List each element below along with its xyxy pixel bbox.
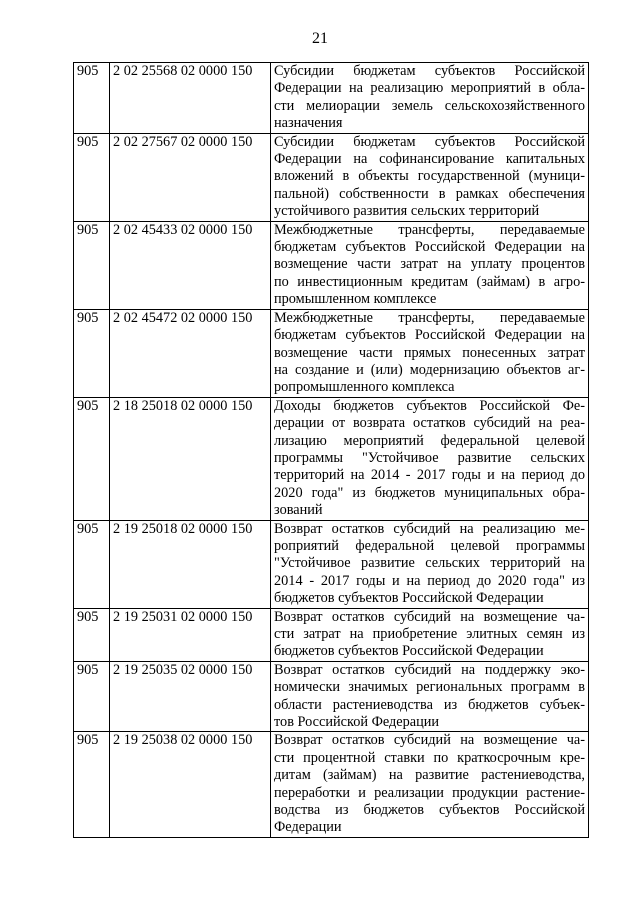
description-line: ропромышленного комплекса [274, 379, 455, 396]
budget-classification-table [73, 62, 589, 838]
table-row [74, 661, 589, 732]
admin-code-cell: 905 [74, 732, 110, 837]
description-cell [271, 608, 589, 661]
description-line: бюджетов субъектов Российской Федерации [274, 643, 544, 660]
description-line: Возврат остатков субсидий на возмещение ча- [274, 732, 585, 749]
table-row [74, 63, 589, 134]
description-line: водства из бюджетов субъектов Российской [274, 802, 585, 819]
table-row [74, 221, 589, 309]
admin-code-cell: 905 [74, 309, 110, 397]
revenue-code-cell: 2 19 25035 02 0000 150 [110, 661, 271, 732]
table-row [74, 608, 589, 661]
description-cell [271, 309, 589, 397]
revenue-code-cell: 2 19 25031 02 0000 150 [110, 608, 271, 661]
description-line: пальной) собственности в рамках обеспечения [274, 185, 585, 202]
description-line: назначения [274, 115, 343, 132]
description-line: Федерации [274, 819, 342, 836]
description-line: на создание и (или) модернизацию объектов аг- [274, 361, 585, 378]
admin-code-cell: 905 [74, 608, 110, 661]
description-line: области растениеводства из бюджетов субъек- [274, 696, 585, 713]
description-line: Субсидии бюджетам субъектов Российской [274, 133, 585, 150]
revenue-code-cell: 2 19 25038 02 0000 150 [110, 732, 271, 837]
description-line: Возврат остатков субсидий на поддержку эко- [274, 661, 585, 678]
description-line: бюджетов субъектов Российской Федерации [274, 590, 544, 607]
table-row [74, 520, 589, 608]
description-line: переработки и реализации продукции растение- [274, 784, 585, 801]
description-line: лизацию мероприятий федеральной целевой [274, 432, 585, 449]
description-line: Межбюджетные трансферты, передаваемые [274, 309, 585, 326]
table-row [74, 133, 589, 221]
description-line: промышленном комплексе [274, 291, 437, 308]
revenue-code-cell: 2 02 27567 02 0000 150 [110, 133, 271, 221]
description-line: номически значимых региональных программ в [274, 679, 585, 696]
description-line: 2020 года" из бюджетов муниципальных обра- [274, 484, 585, 501]
revenue-code-cell: 2 02 45433 02 0000 150 [110, 221, 271, 309]
description-cell [271, 732, 589, 837]
page-number: 21 [312, 30, 328, 47]
description-line: бюджетам субъектов Российской Федерации на [274, 327, 585, 344]
description-line: программы "Устойчивое развитие сельских [274, 449, 585, 466]
description-line: Субсидии бюджетам субъектов Российской [274, 63, 585, 79]
description-cell [271, 520, 589, 608]
description-line: дитам (займам) на развитие растениеводства, [274, 767, 585, 784]
description-line: устойчивого развития сельских территорий [274, 203, 540, 220]
description-line: территорий на 2014 - 2017 годы и на период до [274, 467, 585, 484]
description-cell [271, 63, 589, 134]
table-row [74, 309, 589, 397]
admin-code-cell: 905 [74, 63, 110, 134]
description-line: Доходы бюджетов субъектов Российской Фе- [274, 397, 585, 414]
description-line: зований [274, 502, 323, 519]
admin-code-cell: 905 [74, 221, 110, 309]
description-line: Федерации на реализацию мероприятий в обла- [274, 80, 585, 97]
admin-code-cell: 905 [74, 133, 110, 221]
description-line: Межбюджетные трансферты, передаваемые [274, 221, 585, 238]
description-line: по инвестиционным кредитам (займам) в агро- [274, 273, 585, 290]
revenue-code-cell: 2 02 45472 02 0000 150 [110, 309, 271, 397]
admin-code-cell: 905 [74, 661, 110, 732]
revenue-code-cell: 2 02 25568 02 0000 150 [110, 63, 271, 134]
description-line: возмещение части прямых понесенных затрат [274, 344, 585, 361]
description-cell [271, 397, 589, 520]
description-line: "Устойчивое развитие сельских территорий на [274, 555, 585, 572]
description-line: сти процентной ставки по краткосрочным кре- [274, 749, 585, 766]
description-line: вложений в объекты государственной (муници- [274, 168, 585, 185]
description-line: Возврат остатков субсидий на реализацию ме- [274, 520, 585, 537]
revenue-code-cell: 2 18 25018 02 0000 150 [110, 397, 271, 520]
description-line: 2014 - 2017 годы и на период до 2020 года" из [274, 572, 585, 589]
revenue-code-cell: 2 19 25018 02 0000 150 [110, 520, 271, 608]
description-line: Федерации на софинансирование капитальных [274, 151, 585, 168]
description-line: тов Российской Федерации [274, 714, 440, 731]
description-line: сти мелиорации земель сельскохозяйственного [274, 97, 585, 114]
description-line: возмещение части затрат на уплату процентов [274, 256, 585, 273]
description-line: Возврат остатков субсидий на возмещение ча- [274, 608, 585, 625]
description-cell [271, 133, 589, 221]
description-line: бюджетам субъектов Российской Федерации на [274, 239, 585, 256]
table-row [74, 397, 589, 520]
description-line: сти затрат на приобретение элитных семян из [274, 626, 585, 642]
admin-code-cell: 905 [74, 520, 110, 608]
description-cell [271, 661, 589, 732]
description-line: дерации от возврата остатков субсидий на реа- [274, 415, 585, 432]
description-cell [271, 221, 589, 309]
admin-code-cell: 905 [74, 397, 110, 520]
description-line: роприятий федеральной целевой программы [274, 537, 585, 554]
table-row [74, 732, 589, 837]
